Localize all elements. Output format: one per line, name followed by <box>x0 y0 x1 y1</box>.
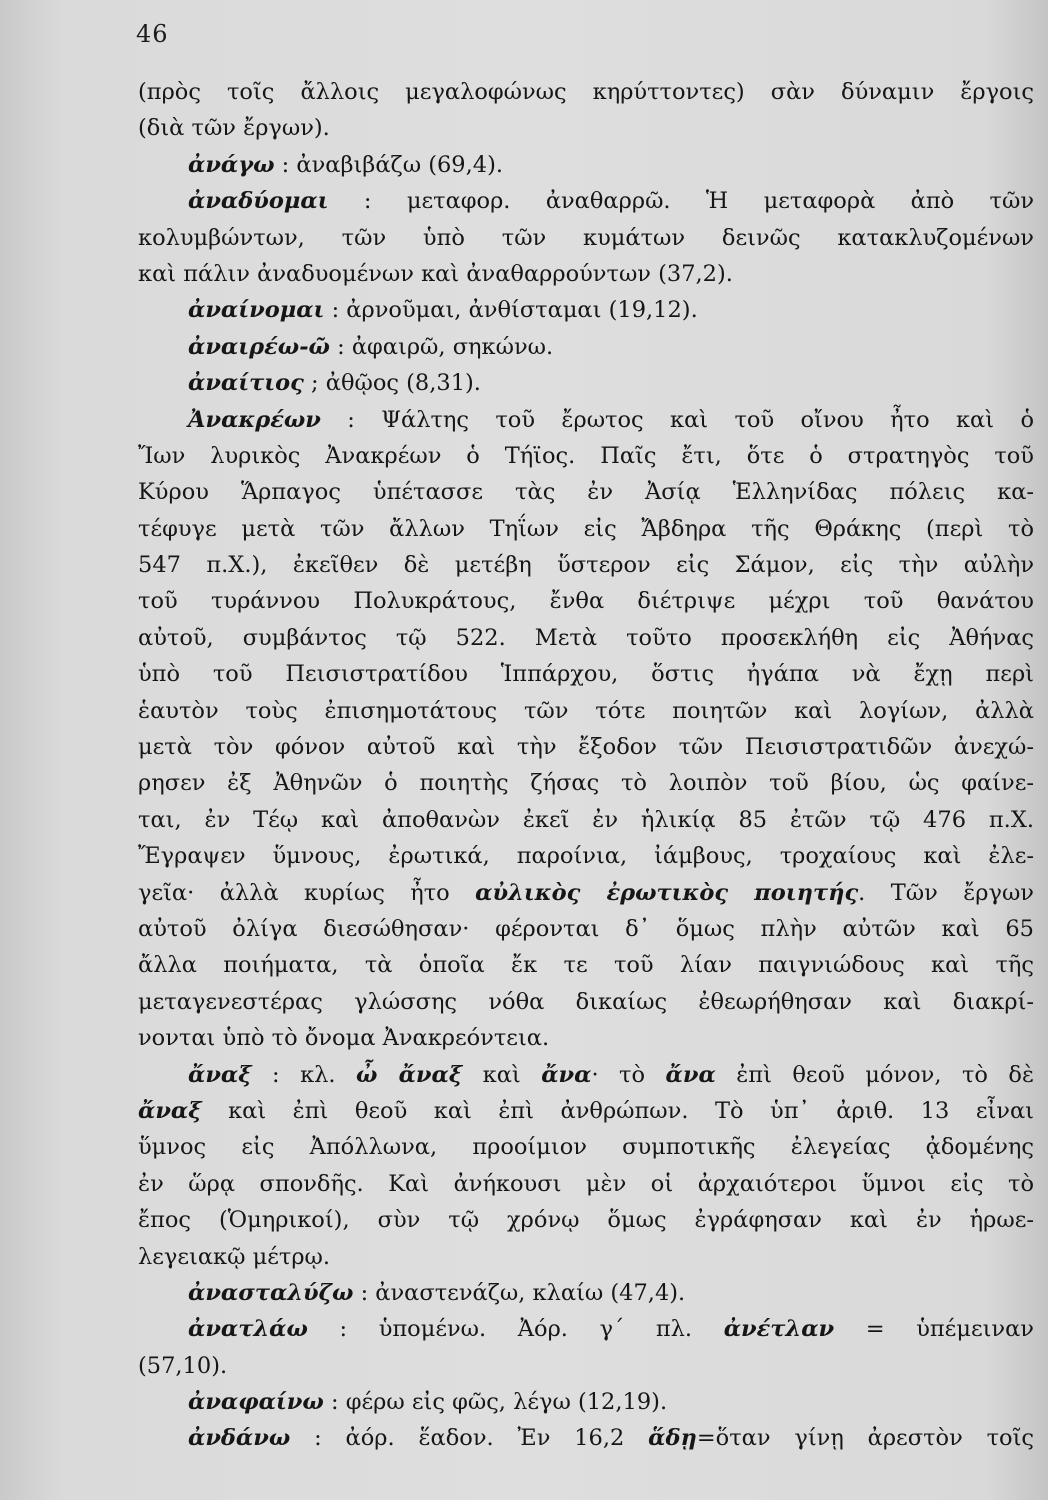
headword: ἄναξ <box>138 1097 202 1124</box>
text-line <box>138 729 1034 765</box>
text-segment: μετὰ τὸν φόνον αὐτοῦ καὶ τὴν ἔξοδον τῶν Πεισιστρατιδῶν ἀνεχώ- <box>138 734 1034 761</box>
text-segment: (πρὸς τοῖς ἄλλοις μεγαλοφώνως κηρύττοντες) σὰν δύναμιν ἔργοις <box>138 79 1034 105</box>
text-segment: : Ψάλτης τοῦ ἔρωτος καὶ τοῦ οἴνου ἦτο καὶ ὁ <box>320 406 1034 433</box>
text-line <box>138 1202 1034 1238</box>
text-segment: Ἔγραψεν ὕμνους, ἐρωτικά, παροίνια, ἰάμβους, τροχαίους καὶ ἐλε- <box>138 843 1034 870</box>
headword: ἀνάγω <box>188 151 275 178</box>
text-segment: τοῦ τυράννου Πολυκράτους, ἔνθα διέτριψε μέχρι τοῦ θανάτου <box>138 588 1034 615</box>
text-segment: Ἴων λυρικὸς Ἀνακρέων ὁ Τήϊος. Παῖς ἔτι, ὅτε ὁ στρατηγὸς τοῦ <box>138 442 1034 469</box>
text-line <box>138 474 1034 510</box>
text-segment: = ὑπέμειναν <box>834 1316 1034 1343</box>
text-segment: : μεταφορ. ἀναθαρρῶ. Ἡ μεταφορὰ ἀπὸ τῶν <box>328 188 1034 215</box>
text-segment: Κύρου Ἅρπαγος ὑπέτασσε τὰς ἐν Ἀσίᾳ Ἑλληνίδας πόλεις κα- <box>138 479 1034 506</box>
text-segment: γεῖα· ἀλλὰ κυρίως ἦτο <box>138 879 476 906</box>
text-line <box>138 365 1034 401</box>
text-line <box>138 110 1034 146</box>
text-line <box>138 329 1034 365</box>
text-segment: : κλ. <box>251 1061 357 1088</box>
text-segment: κολυμβώντων, τῶν ὑπὸ τῶν κυμάτων δεινῶς κατακλυζομένων <box>138 224 1034 251</box>
headword: ἀνέτλαν <box>723 1316 835 1343</box>
text-segment: ἔπος (Ὁμηρικοί), σὺν τῷ χρόνῳ ὅμως ἐγράφησαν καὶ ἐν ἡρωε- <box>138 1207 1034 1234</box>
headword: ἄναξ <box>188 1061 252 1088</box>
headword: ἄνα <box>665 1061 716 1088</box>
text-line <box>138 147 1034 183</box>
text-line <box>138 1348 1034 1384</box>
text-segment: . Τῶν ἔργων <box>858 879 1034 906</box>
text-segment: καὶ <box>462 1061 542 1088</box>
text-line <box>138 656 1034 692</box>
text-segment: μεταγενεστέρας γλώσσης νόθα δικαίως ἐθεωρήθησαν καὶ διακρί- <box>138 988 1034 1015</box>
text-line <box>138 1275 1034 1311</box>
text-line <box>138 256 1034 292</box>
text-line <box>138 1311 1034 1347</box>
text-line <box>138 511 1034 547</box>
text-line <box>138 583 1034 619</box>
text-segment: (57,10). <box>138 1352 228 1379</box>
text-segment: : ἀρνοῦμαι, ἀνθίσταμαι (19,12). <box>324 297 698 324</box>
text-segment: : ἀφαιρῶ, σηκώνω. <box>329 333 554 360</box>
text-segment: : φέρω εἰς φῶς, λέγω (12,19). <box>323 1389 668 1416</box>
text-line <box>138 802 1034 838</box>
text-segment: ὕμνος εἰς Ἀπόλλωνα, προοίμιον συμποτικῆς ἐλεγείας ᾀδομένης <box>138 1134 1034 1161</box>
text-segment: =ὅταν γίνῃ ἀρεστὸν τοῖς <box>696 1425 1034 1452</box>
page-number: 46 <box>136 20 169 48</box>
text-line <box>138 838 1034 874</box>
headword: ἀνασταλύζω <box>188 1279 354 1306</box>
text-segment: : ὑπομένω. Ἀόρ. γ΄ πλ. <box>307 1316 724 1343</box>
text-line <box>138 693 1034 729</box>
text-segment: ται, ἐν Τέῳ καὶ ἀποθανὼν ἐκεῖ ἐν ἡλικίᾳ 85 ἐτῶν τῷ 476 π.Χ. <box>138 806 1034 833</box>
text-segment: : ἀόρ. ἕαδον. Ἐν 16,2 <box>290 1425 649 1452</box>
text-segment: ἐπὶ θεοῦ μόνον, τὸ δὲ <box>715 1061 1034 1088</box>
text-line <box>138 1129 1034 1165</box>
text-line <box>138 1420 1034 1456</box>
text-segment: τέφυγε μετὰ τῶν ἄλλων Τηΐων εἰς Ἄβδηρα τῆς Θράκης (περὶ τὸ <box>138 515 1034 542</box>
text-line <box>138 183 1034 219</box>
text-line <box>138 765 1034 801</box>
text-segment: καὶ πάλιν ἀναδυομένων καὶ ἀναθαρρούντων (37,2). <box>138 260 733 287</box>
text-segment: αὐτοῦ ὀλίγα διεσώθησαν· φέρονται δ᾿ ὅμως πλὴν αὐτῶν καὶ 65 <box>138 915 1034 942</box>
text-line <box>138 292 1034 328</box>
text-line <box>138 875 1034 911</box>
text-line <box>138 402 1034 438</box>
text-segment: αὐτοῦ, συμβάντος τῷ 522. Μετὰ τοῦτο προσεκλήθη εἰς Ἀθήνας <box>138 624 1034 651</box>
text-segment: νονται ὑπὸ τὸ ὄνομα Ἀνακρεόντεια. <box>138 1025 550 1052</box>
headword: ὦ ἄναξ <box>356 1061 463 1088</box>
text-segment: καὶ ἐπὶ θεοῦ καὶ ἐπὶ ἀνθρώπων. Τὸ ὑπ᾿ ἀριθ. 13 εἶναι <box>201 1097 1034 1124</box>
text-segment: : ἀναβιβάζω (69,4). <box>274 151 504 178</box>
text-segment: : ἀναστενάζω, κλαίω (47,4). <box>353 1279 686 1306</box>
headword: ἀναιρέω-ῶ <box>188 333 330 360</box>
text-line <box>138 1166 1034 1202</box>
text-line <box>138 947 1034 983</box>
text-line <box>138 1239 1034 1275</box>
text-segment: ἐν ὥρᾳ σπονδῆς. Καὶ ἀνήκουσι μὲν οἱ ἀρχαιότεροι ὕμνοι εἰς τὸ <box>138 1170 1034 1197</box>
text-line <box>138 74 1034 110</box>
text-line <box>138 547 1034 583</box>
text-line <box>138 911 1034 947</box>
text-segment: ἄλλα ποιήματα, τὰ ὁποῖα ἔκ τε τοῦ λίαν παιγνιώδους καὶ τῆς <box>138 952 1034 979</box>
text-segment: ἑαυτὸν τοὺς ἐπισημοτάτους τῶν τότε ποιητῶν καὶ λογίων, ἀλλὰ <box>138 697 1034 724</box>
text-segment: 547 π.Χ.), ἐκεῖθεν δὲ μετέβη ὕστερον εἰς Σάμον, εἰς τὴν αὐλὴν <box>138 552 1034 579</box>
text-segment: λεγειακῷ μέτρῳ. <box>138 1243 331 1270</box>
text-segment: (διὰ τῶν ἔργων). <box>138 115 330 142</box>
lexicon-text-body <box>138 74 1034 1457</box>
headword: Ἀνακρέων <box>188 406 321 433</box>
headword: ἀναίτιος <box>188 370 304 397</box>
text-line <box>138 438 1034 474</box>
text-line <box>138 1057 1034 1093</box>
headword: ἄνα <box>541 1061 592 1088</box>
text-segment: ; ἀθῷος (8,31). <box>303 370 481 397</box>
text-line <box>138 220 1034 256</box>
headword: ἅδῃ <box>648 1425 697 1452</box>
text-line <box>138 620 1034 656</box>
headword: αὐλικὸς ἐρωτικὸς ποιητής <box>475 879 859 906</box>
text-segment: · τὸ <box>591 1061 666 1088</box>
text-line <box>138 1093 1034 1129</box>
text-segment: ὑπὸ τοῦ Πεισιστρατίδου Ἱππάρχου, ὅστις ἠγάπα νὰ ἔχῃ περὶ <box>138 661 1034 688</box>
text-line <box>138 1020 1034 1056</box>
headword: ἀναίνομαι <box>188 297 325 324</box>
text-line <box>138 984 1034 1020</box>
text-segment: ρησεν ἐξ Ἀθηνῶν ὁ ποιητὴς ζήσας τὸ λοιπὸν τοῦ βίου, ὡς φαίνε- <box>138 770 1034 797</box>
headword: ἀναδύομαι <box>188 188 329 215</box>
headword: ἀναφαίνω <box>188 1389 324 1416</box>
text-line <box>138 1384 1034 1420</box>
headword: ἀνδάνω <box>188 1425 291 1452</box>
headword: ἀνατλάω <box>188 1316 308 1343</box>
